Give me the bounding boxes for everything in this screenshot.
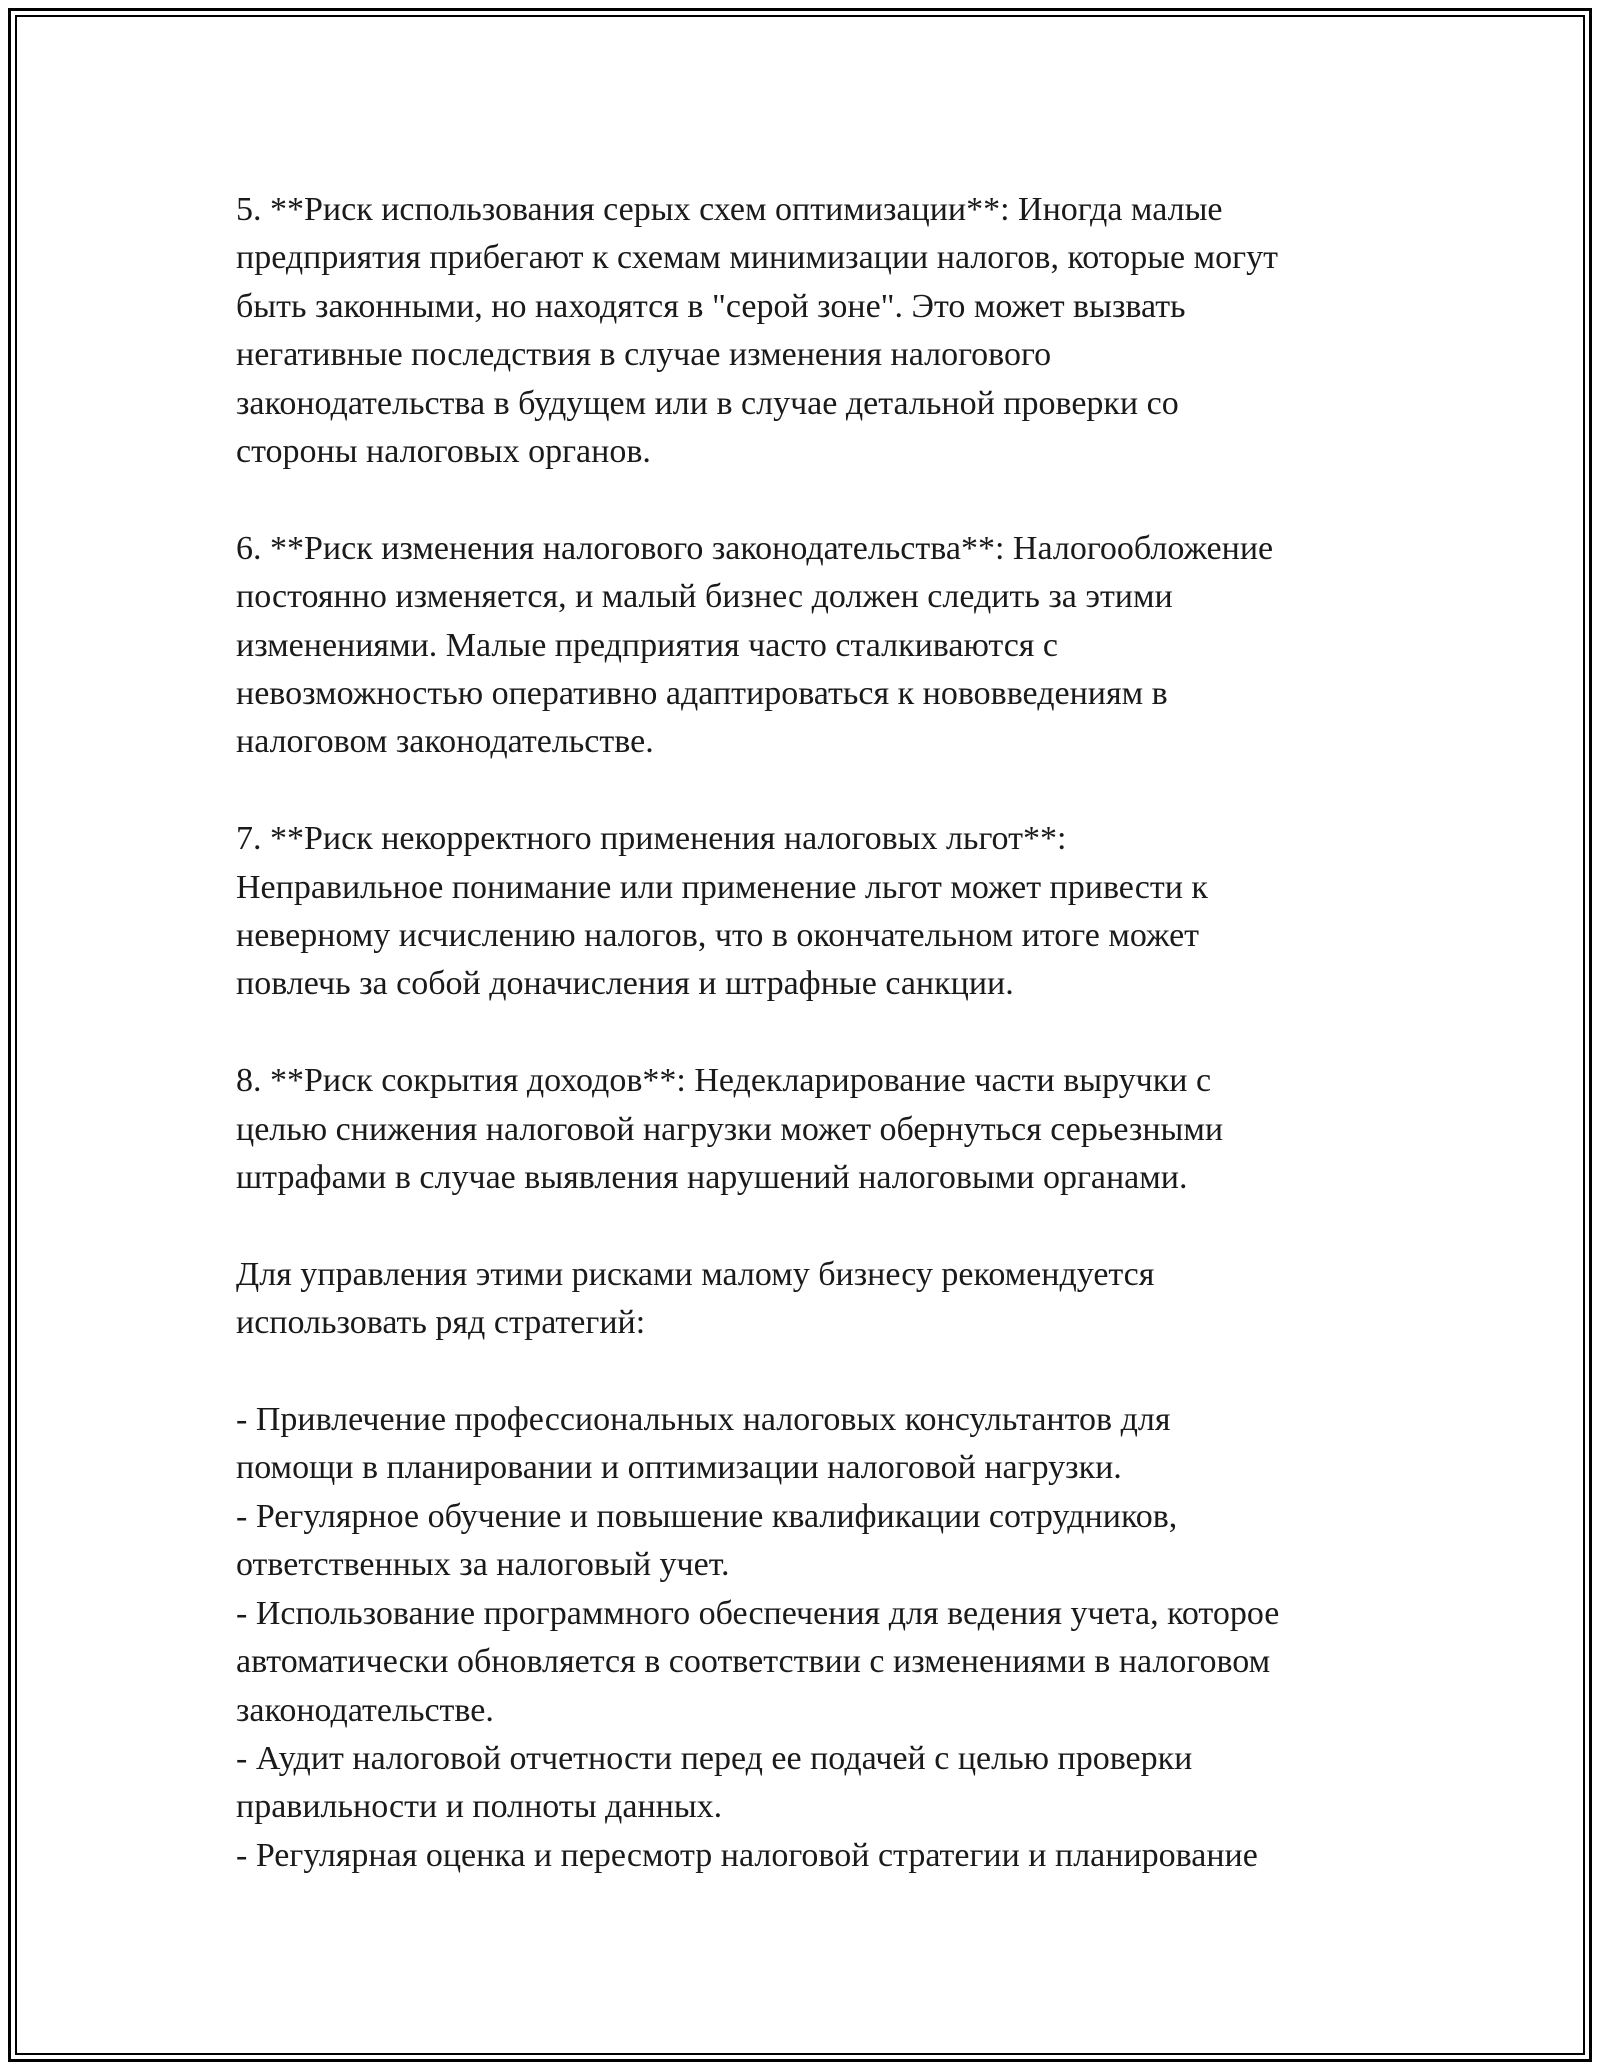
text-line: предприятия прибегают к схемам минимизации налогов, которые могут [236,239,1278,277]
paragraph-risk-7 [236,815,1376,1009]
text-line: 7. **Риск некорректного применения налоговых льгот**: [236,820,1067,858]
text-line: Для управления этими рисками малому бизнесу рекомендуется [236,1255,1155,1293]
text-line: негативные последствия в случае изменения налогового [236,336,1052,374]
paragraph-risk-8 [236,1057,1376,1202]
text-line: Неправильное понимание или применение льгот может привести к [236,868,1208,906]
text-line: ответственных за налоговый учет. [236,1546,730,1584]
text-line: стороны налоговых органов. [236,433,651,471]
list-item [236,1735,1376,1832]
text-line: повлечь за собой доначисления и штрафные санкции. [236,965,1014,1003]
text-line: 5. **Риск использования серых схем оптимизации**: Иногда малые [236,191,1223,228]
text-line: помощи в планировании и оптимизации налоговой нагрузки. [236,1449,1122,1487]
text-line: - Использование программного обеспечения для ведения учета, которое [236,1594,1280,1632]
list-item [236,1832,1376,1880]
text-line: штрафами в случае выявления нарушений налоговыми органами. [236,1159,1188,1197]
text-line: - Аудит налоговой отчетности перед ее подачей с целью проверки [236,1739,1193,1777]
paragraph-strategies-intro [236,1251,1376,1348]
text-line: правильности и полноты данных. [236,1788,723,1826]
text-line: 8. **Риск сокрытия доходов**: Недекларирование части выручки с [236,1062,1212,1100]
text-line: быть законными, но находятся в "серой зоне". Это может вызвать [236,287,1186,325]
paragraph-risk-5 [236,186,1376,476]
list-item [236,1396,1376,1493]
text-line: автоматически обновляется в соответствии с изменениями в налоговом [236,1643,1271,1681]
paragraph-risk-6 [236,525,1376,767]
strategy-list [236,1396,1376,1880]
document-page [236,186,1376,1880]
text-line: налоговом законодательстве. [236,723,654,761]
text-line: - Регулярная оценка и пересмотр налоговой стратегии и планирование [236,1836,1258,1874]
text-line: законодательстве. [236,1691,494,1729]
text-line: целью снижения налоговой нагрузки может обернуться серьезными [236,1110,1224,1148]
list-item [236,1590,1376,1735]
text-line: - Регулярное обучение и повышение квалификации сотрудников, [236,1497,1178,1535]
text-line: законодательства в будущем или в случае детальной проверки со [236,384,1179,422]
text-line: 6. **Риск изменения налогового законодательства**: Налогообложение [236,529,1274,567]
list-item [236,1493,1376,1590]
text-line: невозможностью оперативно адаптироваться к нововведениям в [236,675,1168,713]
text-line: постоянно изменяется, и малый бизнес должен следить за этими [236,578,1173,616]
text-line: изменениями. Малые предприятия часто сталкиваются с [236,626,1059,664]
text-line: неверному исчислению налогов, что в окончательном итоге может [236,917,1200,955]
text-line: использовать ряд стратегий: [236,1304,646,1342]
text-line: - Привлечение профессиональных налоговых консультантов для [236,1401,1171,1439]
